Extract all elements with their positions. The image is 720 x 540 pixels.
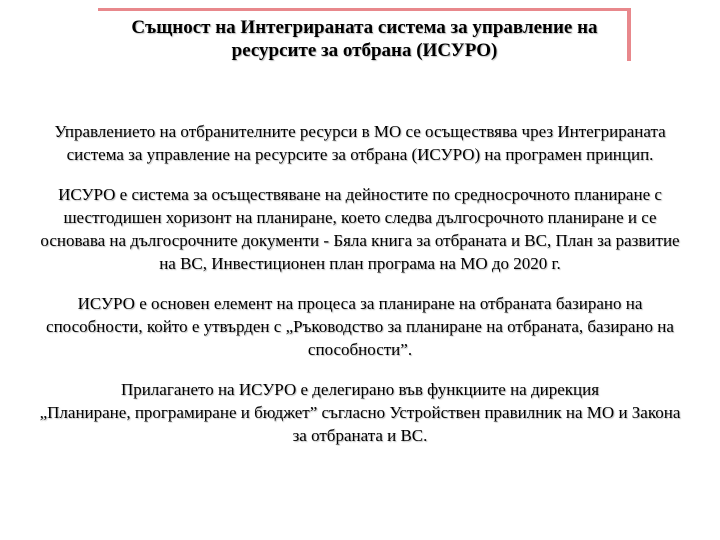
paragraph-3-line-1: ИСУРО е основен елемент на процеса за планиране на отбраната базирано на [77, 294, 643, 313]
slide-title-line-2: ресурсите за отбрана (ИСУРО) [231, 40, 498, 61]
paragraph-4 [8, 378, 712, 447]
paragraph-4-line-2: „Планиране, програмиране и бюджет” съгласно Устройствен правилник на МО и Закона [39, 403, 681, 422]
paragraph-3-line-3: способности”. [307, 340, 413, 359]
slide-body [8, 120, 712, 464]
paragraph-2-line-1: ИСУРО е система за осъществяване на дейностите по средносрочното планиране с [58, 185, 662, 204]
paragraph-2 [8, 183, 712, 275]
slide-title [98, 16, 631, 62]
paragraph-4-line-3: за отбраната и ВС. [292, 426, 428, 445]
paragraph-2-line-3: основава на дългосрочните документи - Бяла книга за отбраната и ВС, План за развитие [40, 231, 680, 250]
paragraph-2-line-2: шестгодишен хоризонт на планиране, което следва дългосрочното планиране и се [63, 208, 657, 227]
paragraph-1 [8, 120, 712, 166]
paragraph-1-line-2: система за управление на ресурсите за отбрана (ИСУРО) на програмен принцип. [66, 145, 654, 164]
slide-title-line-1: Същност на Интегрираната система за управление на [131, 17, 598, 38]
paragraph-4-line-1: Прилагането на ИСУРО е делегирано във функциите на дирекция [120, 380, 600, 399]
paragraph-3 [8, 292, 712, 361]
paragraph-1-line-1: Управлението на отбранителните ресурси в МО се осъществява чрез Интегрираната [54, 122, 666, 141]
paragraph-2-line-4: на ВС, Инвестиционен план програма на МО до 2020 г. [159, 254, 561, 273]
paragraph-3-line-2: способности, който е утвърден с „Ръководство за планиране на отбраната, базирано на [46, 317, 674, 336]
